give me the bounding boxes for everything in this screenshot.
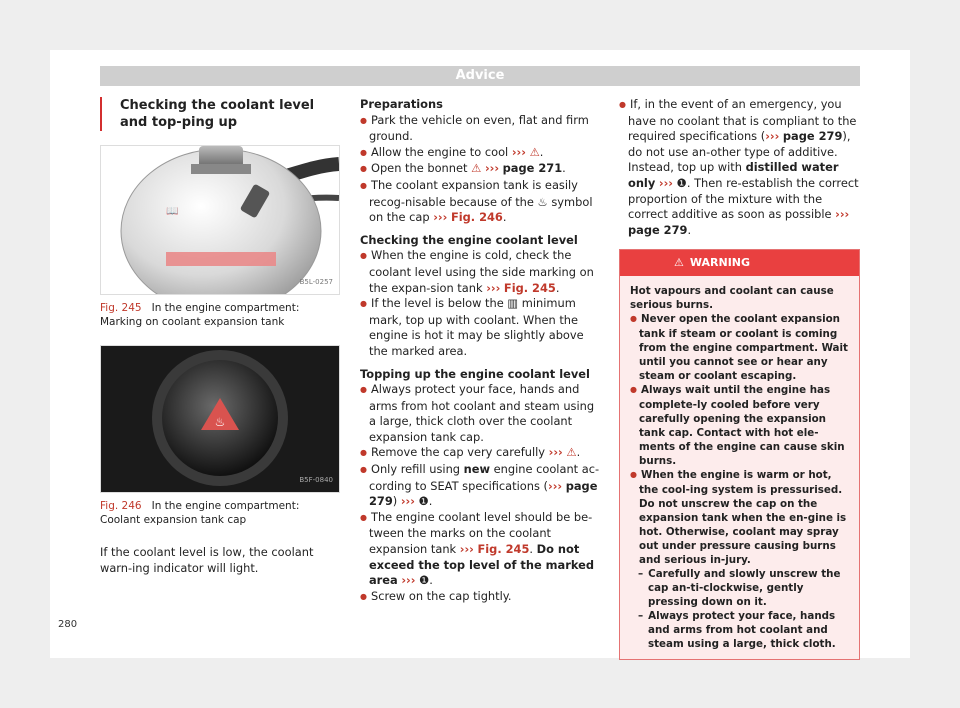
figure-caption: [100, 499, 340, 527]
figure-number: Fig. 245: [100, 302, 142, 314]
list-item: – Carefully and slowly unscrew the cap an-ti-clockwise, gently pressing down on it.: [630, 567, 851, 609]
figure-link[interactable]: Fig. 245: [477, 542, 530, 557]
figure-caption-text: In the engine compartment: Coolant expansion tank cap: [100, 500, 300, 526]
page-link[interactable]: page 279: [628, 222, 688, 237]
svg-text:📖: 📖: [166, 206, 179, 217]
list-item: ● The coolant expansion tank is easily recog-nisable because of the ♨ symbol on the cap ››› Fig. 246.: [360, 178, 600, 226]
tank-cap-illustration: [101, 346, 339, 492]
info-icon: ❶: [418, 494, 429, 509]
min-symbol-icon: ▥: [507, 296, 519, 311]
figure-code: B5L-0257: [299, 278, 333, 287]
warning-body: [620, 276, 859, 659]
warning-triangle-icon: ⚠: [566, 445, 577, 460]
list-item: ● Never open the coolant expansion tank if steam or coolant is coming from the engine compartment. Wait until you cannot see or hear any steam or coolant escaping.: [630, 312, 851, 383]
list-item: ● Only refill using new engine coolant ac-cording to SEAT specifications (››› page 279) ››› ❶.: [360, 462, 600, 510]
list-item: – Always protect your face, hands and arms from hot coolant and steam using a large, thick cloth.: [630, 609, 851, 651]
page-link[interactable]: page 279: [369, 478, 598, 509]
preparations-heading: Preparations: [360, 97, 443, 111]
svg-text:♨: ♨: [214, 415, 226, 429]
check-heading: Checking the engine coolant level: [360, 232, 578, 247]
warning-box: [619, 249, 860, 660]
list-item: ● Park the vehicle on even, flat and firm ground.: [360, 113, 600, 145]
list-item: ● If, in the event of an emergency, you have no coolant that is compliant to the required specifications (››› page 279), do not use an-other type of additive. Instead, top up with distilled water only ››› ❶. Then re-establish the correct proportion of the mixture with the correct additive as soon as possible ››› page 279.: [619, 97, 860, 238]
list-item: ● Screw on the cap tightly.: [360, 589, 600, 606]
warning-triangle-icon: ⚠: [674, 256, 684, 270]
column-right: [619, 97, 860, 660]
section-header: Advice: [100, 66, 860, 86]
list-item: ● Allow the engine to cool ››› ⚠.: [360, 145, 600, 162]
figure-caption: [100, 301, 340, 329]
list-item: ● The engine coolant level should be be-tween the marks on the coolant expansion tank ››› Fig. 245. Do not exceed the top level of the marked area ››› ❶.: [360, 510, 600, 589]
figure-tank-cap: [100, 345, 340, 493]
coolant-symbol-icon: ♨: [537, 194, 548, 209]
list-item: ● Always wait until the engine has complete-ly cooled before very carefully opening the expansion tank cap. Contact with hot ele-ments of the engine can cause skin burns.: [630, 383, 851, 468]
warning-intro: Hot vapours and coolant can cause serious burns.: [630, 285, 834, 312]
list-item: ● When the engine is warm or hot, the cool-ing system is pressurised. Do not unscrew the cap on the expansion tank when the en-gine is hot. Otherwise, coolant may spray out under pressure causing burns and serious in-jury.: [630, 468, 851, 567]
list-item: ● Open the bonnet ⚠ ››› page 271.: [360, 161, 600, 178]
column-middle: [360, 97, 600, 605]
figure-caption-text: In the engine compartment: Marking on coolant expansion tank: [100, 302, 300, 328]
list-item: ● When the engine is cold, check the coolant level using the side marking on the expan-sion tank ››› Fig. 245.: [360, 248, 600, 296]
section-title: Checking the coolant level and top-ping up: [100, 97, 340, 131]
warning-triangle-icon: ⚠: [471, 161, 482, 176]
page-number: 280: [58, 619, 78, 630]
figure-link[interactable]: Fig. 246: [450, 210, 503, 225]
min-marking: [166, 252, 276, 266]
info-icon: ❶: [676, 175, 687, 190]
page-link[interactable]: page 271: [502, 161, 563, 176]
column-left: [100, 97, 340, 576]
list-item: ● If the level is below the ▥ minimum mark, top up with coolant. When the engine is hot it may be slightly above the marked area.: [360, 296, 600, 359]
list-item: ● Remove the cap very carefully ››› ⚠.: [360, 445, 600, 462]
coolant-tank-illustration: [101, 146, 339, 294]
figure-number: Fig. 246: [100, 500, 142, 512]
warning-triangle-icon: ⚠: [529, 144, 540, 159]
figure-code: B5F-0840: [299, 476, 333, 485]
coolant-warning-text: If the coolant level is low, the coolant warn-ing indicator will light.: [100, 545, 314, 575]
info-icon: ❶: [419, 573, 430, 588]
page-link[interactable]: page 279: [782, 129, 843, 144]
warning-header: ⚠ WARNING: [620, 250, 859, 276]
figure-link[interactable]: Fig. 245: [503, 280, 556, 295]
topup-heading: Topping up the engine coolant level: [360, 366, 590, 381]
figure-coolant-tank: [100, 145, 340, 295]
list-item: ● Always protect your face, hands and arms from hot coolant and steam using a large, thick cloth over the coolant expansion tank cap.: [360, 382, 600, 445]
